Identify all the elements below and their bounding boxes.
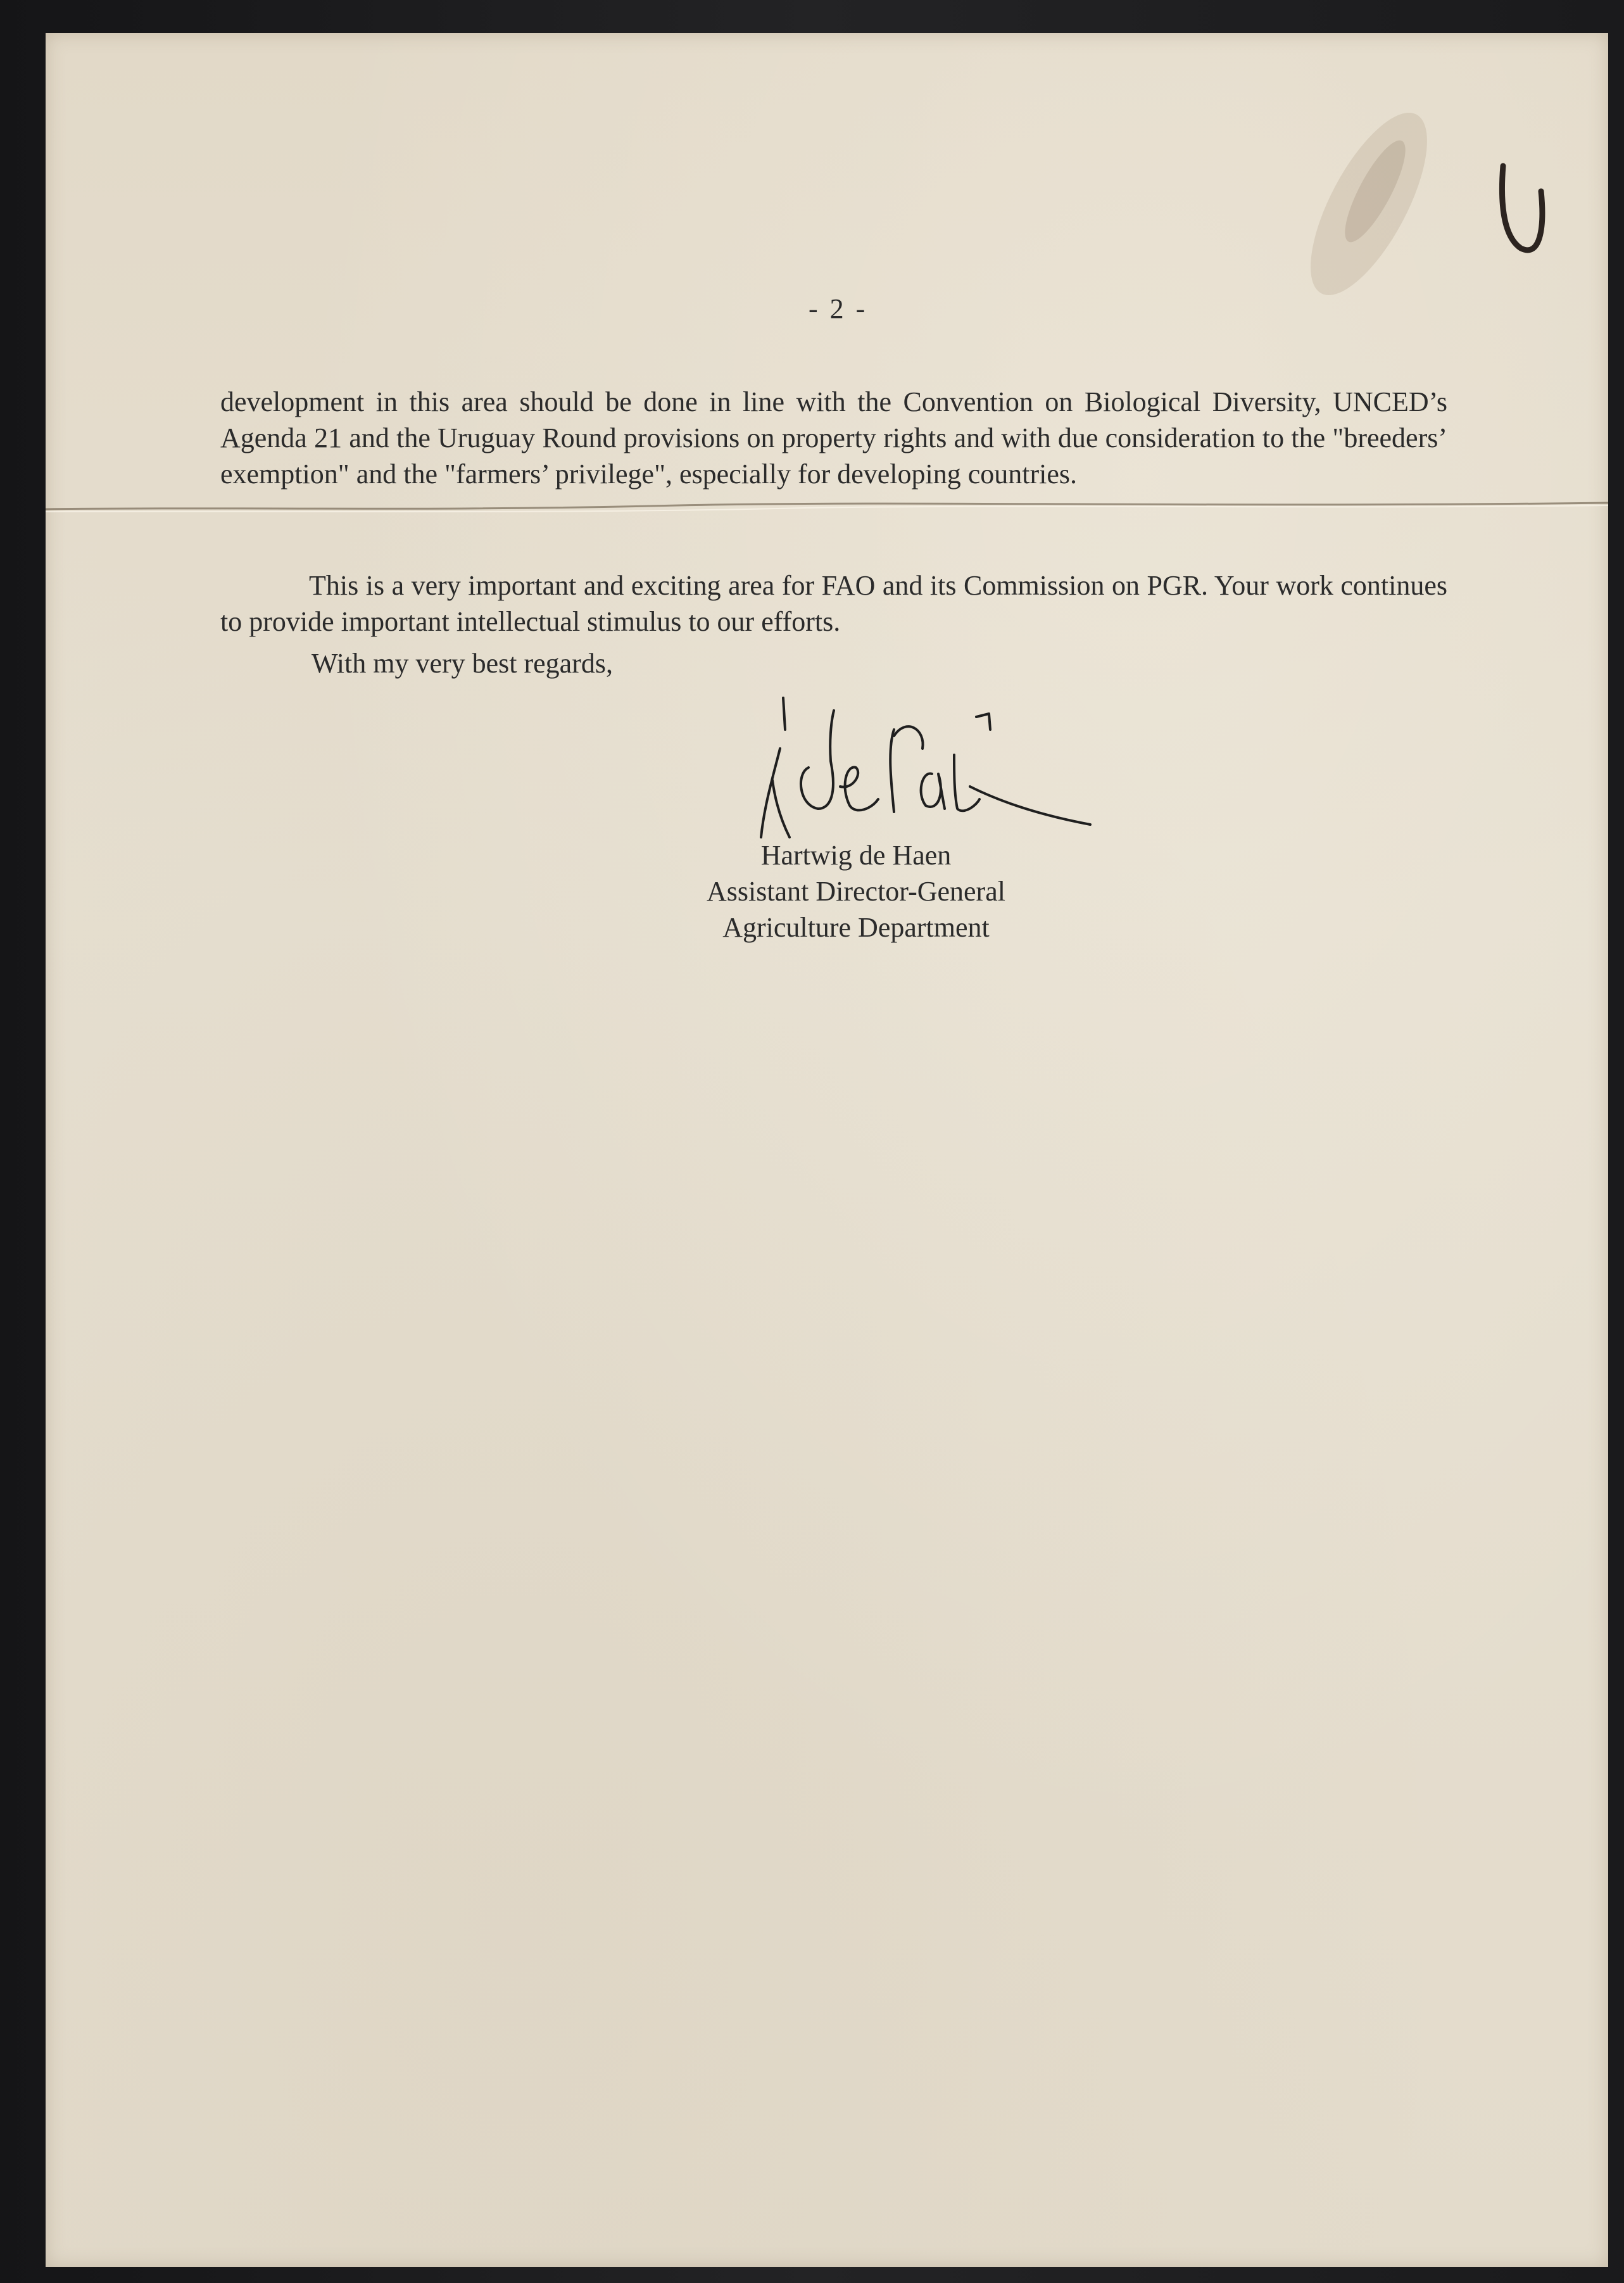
- letter-paragraph-2: This is a very important and exciting area for FAO and its Commission on PGR. Your work continues to provide important intellectual stimulus to our efforts.: [220, 570, 1447, 637]
- signatory-name: Hartwig de Haen: [760, 840, 952, 871]
- signatory-title: Assistant Director-General: [707, 876, 1005, 907]
- signatory-department: Agriculture Department: [722, 912, 990, 943]
- letter-page: [46, 33, 1608, 2267]
- paper-fold-line: [46, 495, 1608, 517]
- letter-paragraph-1: development in this area should be done in line with the Convention on Biological Diversity, UNCED’s Agenda 21 and the Uruguay Round provisions on property rights and with due consideration to the "breeders’ exemption" and the "farmers’ privilege", especially for developing countries.: [220, 386, 1447, 490]
- handwritten-corner-mark: [1495, 153, 1552, 261]
- letter-closing: With my very best regards,: [312, 648, 613, 679]
- paper-stain: [1268, 96, 1476, 337]
- signature-block: [660, 837, 1052, 945]
- page-number: - 2 -: [809, 293, 868, 324]
